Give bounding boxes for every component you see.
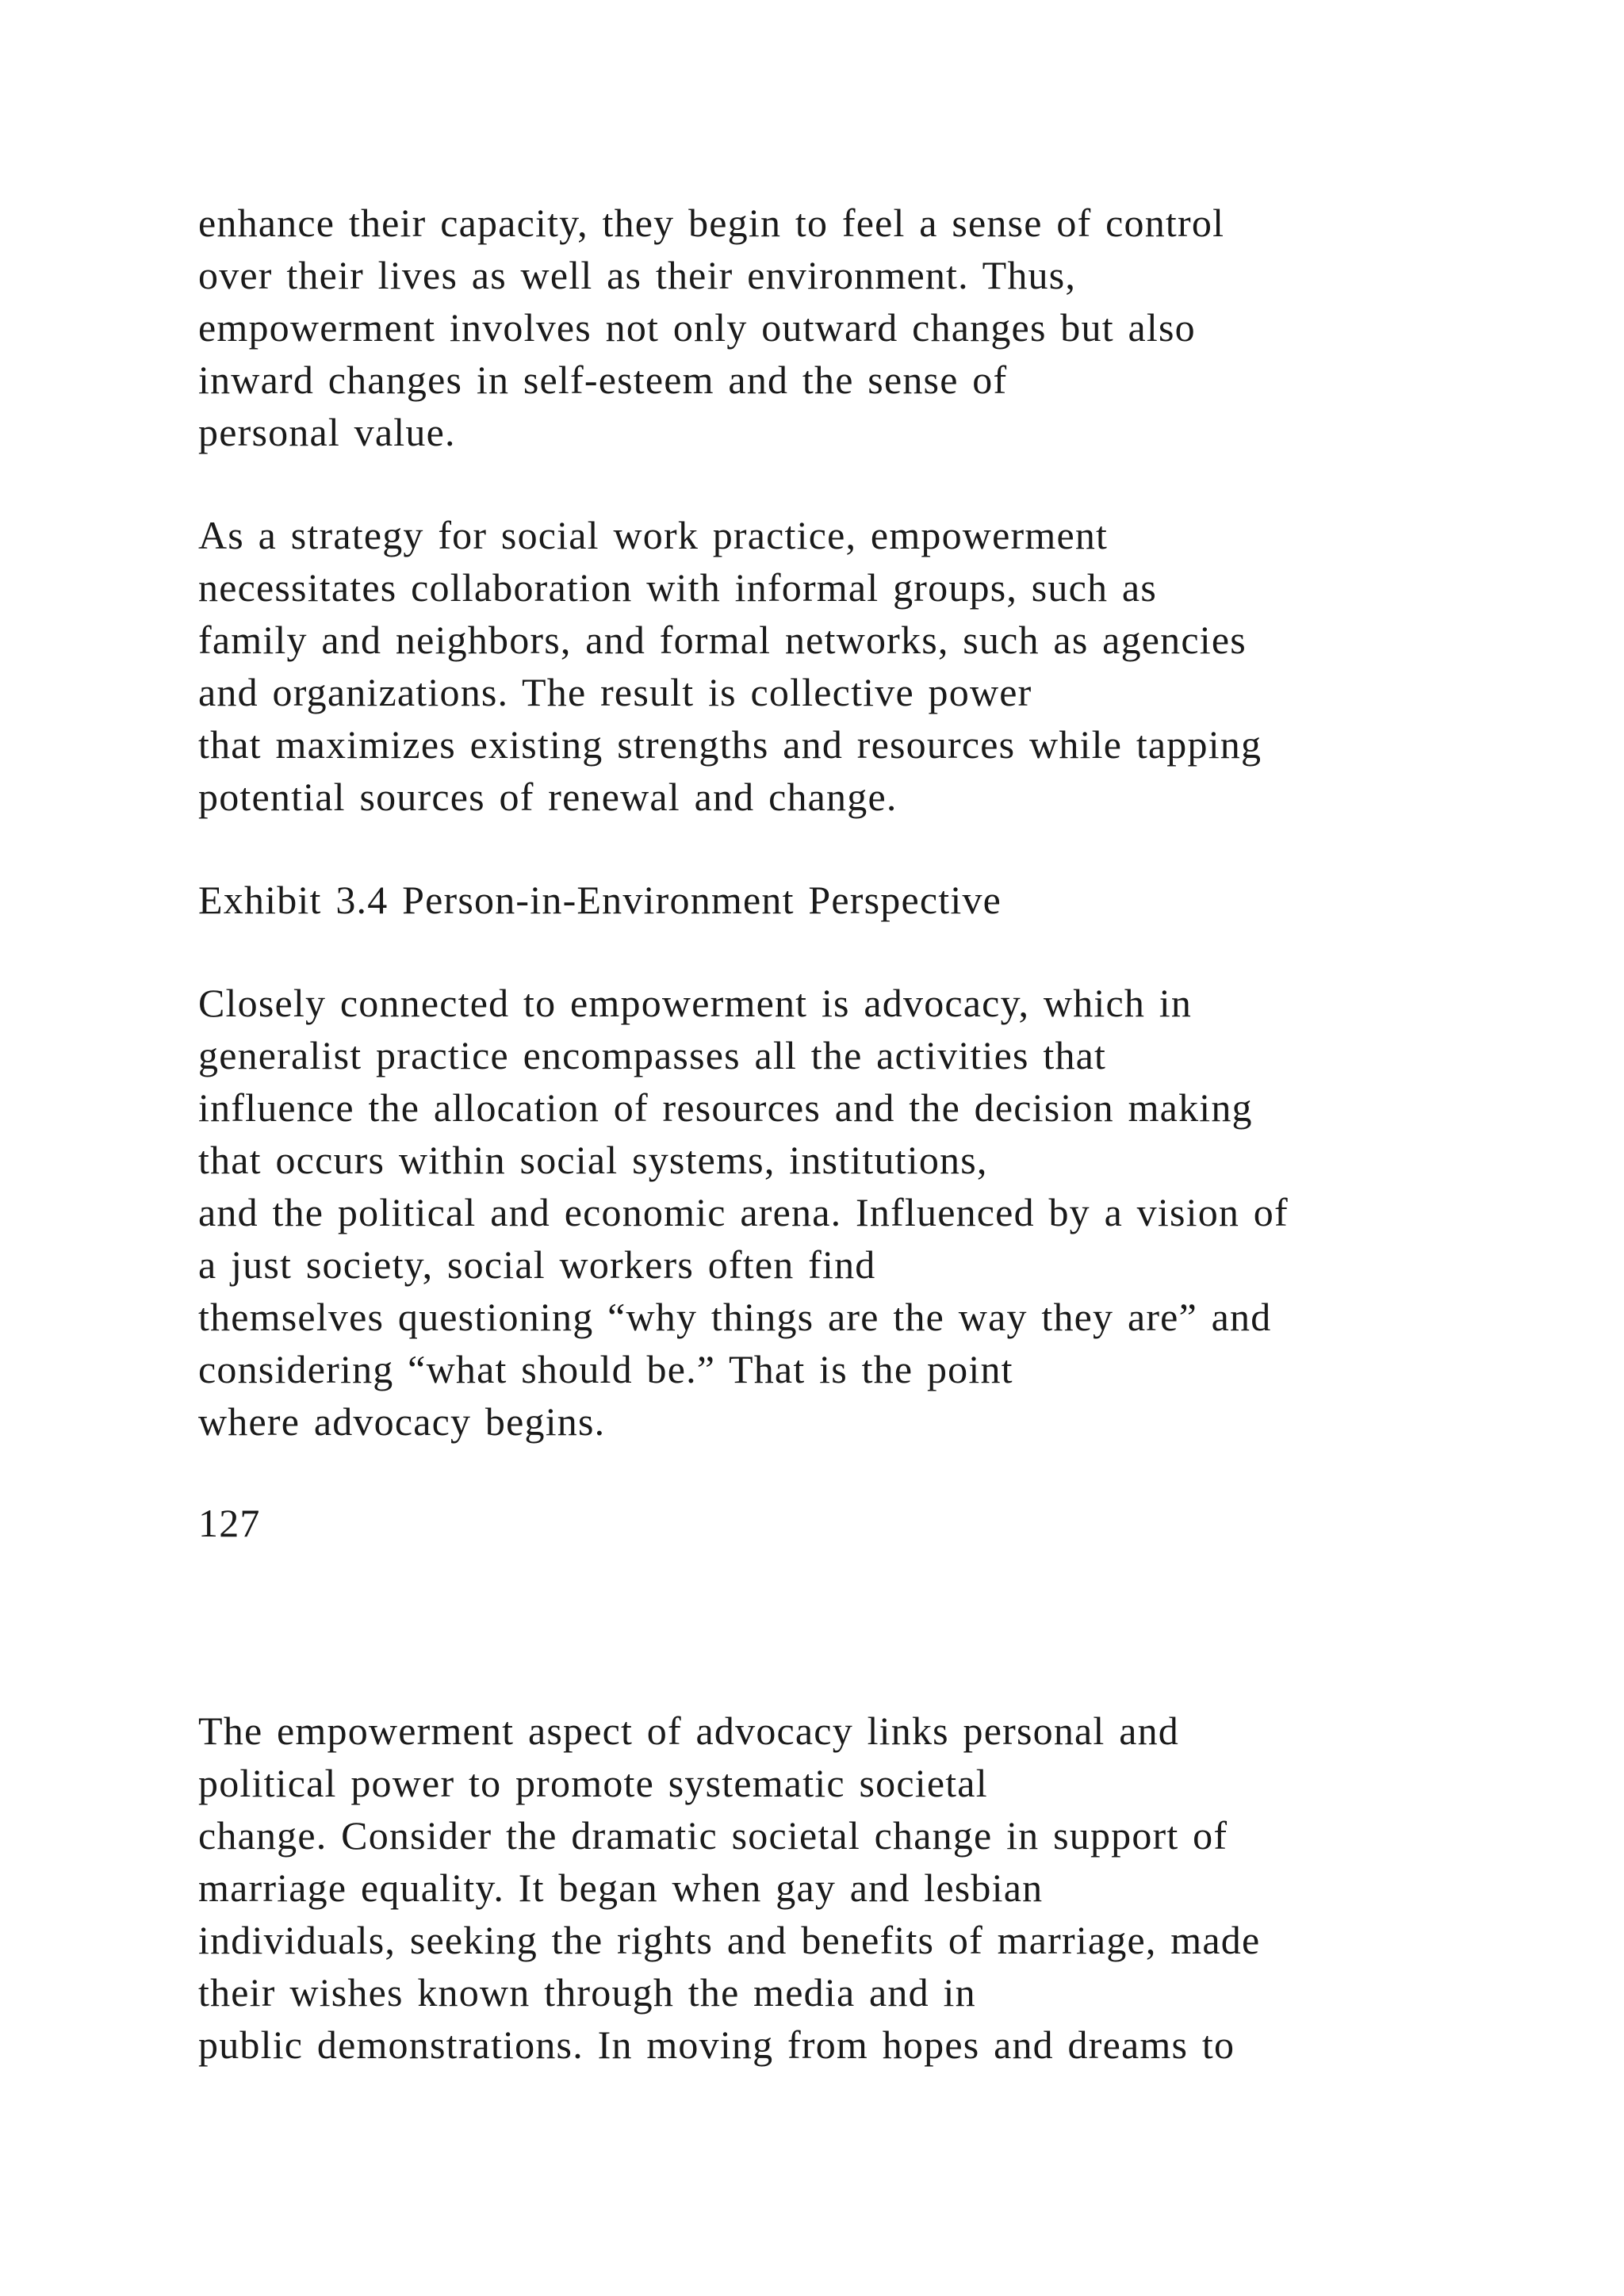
text-line: change. Consider the dramatic societal change in support of (198, 1813, 1228, 1858)
text-line: that occurs within social systems, institutions, (198, 1138, 988, 1182)
text-line: political power to promote systematic societal (198, 1761, 988, 1805)
text-line: As a strategy for social work practice, empowerment (198, 513, 1109, 557)
text-line: public demonstrations. In moving from hopes and dreams to (198, 2022, 1235, 2067)
paragraph-empowerment-strategy (198, 509, 1546, 823)
page-number-text: 127 (198, 1501, 261, 1545)
text-line: their wishes known through the media and in (198, 1970, 976, 2015)
text-line: empowerment involves not only outward changes but also (198, 305, 1196, 350)
text-line: enhance their capacity, they begin to feel a sense of control (198, 201, 1225, 245)
text-line: family and neighbors, and formal networks, such as agencies (198, 618, 1247, 662)
text-line: and the political and economic arena. Influenced by a vision of (198, 1190, 1289, 1234)
text-line: inward changes in self-esteem and the sense of (198, 358, 1008, 402)
page-number (198, 1497, 1546, 1549)
paragraph-advocacy (198, 977, 1546, 1448)
text-line: Closely connected to empowerment is advocacy, which in (198, 981, 1193, 1025)
text-line: where advocacy begins. (198, 1399, 606, 1444)
text-line: individuals, seeking the rights and benefits of marriage, made (198, 1918, 1261, 1962)
text-line: marriage equality. It began when gay and lesbian (198, 1866, 1044, 1910)
text-line: personal value. (198, 410, 456, 454)
text-line: over their lives as well as their environment. Thus, (198, 253, 1077, 297)
text-line: necessitates collaboration with informal groups, such as (198, 565, 1157, 610)
exhibit-caption-text: Exhibit 3.4 Person-in-Environment Perspective (198, 878, 1002, 922)
paragraph-empowerment-capacity (198, 197, 1546, 458)
text-line: The empowerment aspect of advocacy links personal and (198, 1709, 1180, 1753)
exhibit-caption (198, 874, 1546, 926)
text-line: a just society, social workers often find (198, 1242, 876, 1287)
text-line: that maximizes existing strengths and resources while tapping (198, 722, 1262, 767)
text-line: considering “what should be.” That is the point (198, 1347, 1013, 1391)
text-line: and organizations. The result is collective power (198, 670, 1032, 714)
text-line: themselves questioning “why things are the way they are” and (198, 1295, 1272, 1339)
text-line: generalist practice encompasses all the activities that (198, 1033, 1107, 1077)
text-line: influence the allocation of resources and the decision making (198, 1085, 1253, 1130)
paragraph-empowerment-advocacy (198, 1705, 1546, 2071)
text-line: potential sources of renewal and change. (198, 775, 898, 819)
